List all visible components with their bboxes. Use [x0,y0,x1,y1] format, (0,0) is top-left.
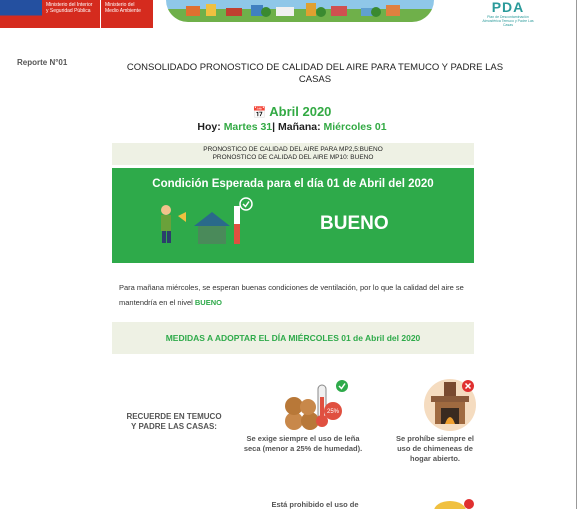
page-edge-divider [576,0,577,509]
air-quality-illustration-icon [154,196,254,248]
pda-logo [478,0,538,30]
pda-logo-subtitle: Plan de Descontaminación Atmosférica Temuco y Padre Las Casas [482,15,534,27]
forecast-mp10: PRONOSTICO DE CALIDAD DEL AIRE MP10: BUENO [212,154,374,161]
chile-flag-icon [0,0,42,28]
measures-title: MEDIDAS A ADOPTAR EL DÍA MIÉRCOLES 01 de Abril del 2020 [165,333,421,343]
city-banner-image [166,0,434,22]
forecast-box [112,143,474,165]
forecast-paragraph [119,280,479,310]
today-value: Martes 31 [223,121,273,133]
prohibited-rule: Está prohibido el uso de [271,500,359,509]
condition-panel [112,168,474,263]
measures-box [112,322,474,354]
dry-wood-rule: Se exige siempre el uso de leña seca (menor a 25% de humedad). [243,434,363,453]
month-heading [0,104,584,119]
condition-title: Condición Esperada para el día 01 de Abril del 2020 [152,178,434,190]
paragraph-level: BUENO [194,298,222,307]
paragraph-text: Para mañana miércoles, se esperan buenas condiciones de ventilación, por lo que la calidad del aire se mantendría en el nivel [119,283,464,307]
report-number: Reporte N°01 [17,58,68,67]
fireplace-rule: Se prohíbe siempre el uso de chimeneas de hogar abierto. [396,434,474,463]
dry-firewood-icon [282,379,354,431]
ministry-interior-label: Ministerio del Interior y Seguridad Pública [42,0,100,28]
date-line [0,121,584,133]
calendar-icon: 📅 [252,107,267,119]
city-illustration-icon [166,0,434,22]
tomorrow-value: Miércoles 01 [323,121,387,133]
tomorrow-label: | Mañana: [272,121,321,133]
government-logo [0,0,160,28]
month-label: Abril 2020 [269,104,332,119]
humidity-badge: 25% [326,409,340,415]
remember-label: RECUERDE EN TEMUCO Y PADRE LAS CASAS: [126,412,222,431]
forecast-mp25: PRONOSTICO DE CALIDAD DEL AIRE PARA MP2,5:BUENO [203,146,383,153]
page-title: CONSOLIDADO PRONOSTICO DE CALIDAD DEL AIRE PARA TEMUCO Y PADRE LAS CASAS [126,62,504,85]
today-label: Hoy: [197,121,221,133]
ministry-environment-label: Ministerio del Medio Ambiente [100,0,153,28]
pda-logo-mark: PDA [491,0,525,15]
fireplace-icon [421,378,479,432]
condition-value: BUENO [320,213,389,234]
prohibited-item-icon [422,497,478,509]
